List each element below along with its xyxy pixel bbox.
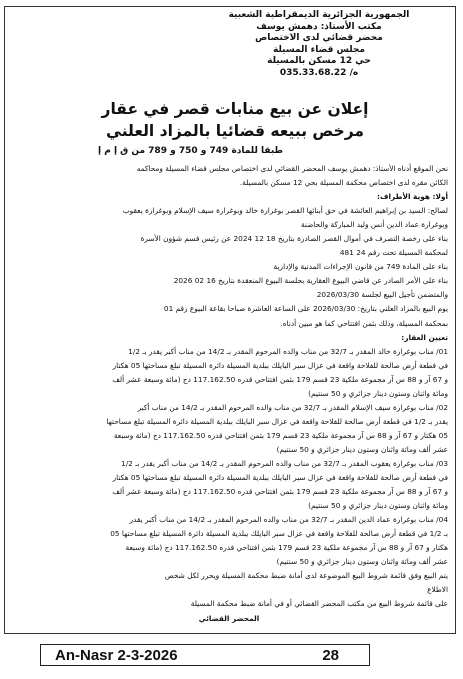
- header-phone: 035.33.68.22 /ه: [279, 67, 359, 78]
- body-line: والمتضمن تأجيل البيع لجلسة 2026/03/30: [316, 290, 448, 300]
- body-line: ومائة واثنان وستون دينار جزائري و 50 سنتيم): [308, 388, 448, 398]
- body-line: بناء على رخصة التصرف في أموال القصر الصادرة بتاريخ 18 12 2024 عن رئيس قسم شؤون الأسرة: [140, 234, 448, 244]
- notice-body: [10, 162, 448, 626]
- body-line: الاطلاع: [427, 585, 448, 595]
- body-line: عشر ألف ومائة واثنان وستون دينار جزائري و 50 سنتيم): [276, 557, 448, 567]
- body-line: بمحكمة المسيلة، وذلك بثمن افتتاحي كما هو مبين أدناه.: [280, 318, 448, 328]
- body-line: 02/ مناب بوغرارة سيف الإسلام المقدر بـ 32/7 من مناب والده المرحوم المقدر بـ 14/2 من مناب أكبر: [137, 402, 448, 412]
- header-line: الجمهورية الجزائرية الديمقراطية الشعبية: [228, 10, 410, 20]
- header-line: مكتب الأستاذ: دهمش يوسف: [256, 21, 382, 32]
- body-line: المحضر القضائي: [198, 613, 260, 623]
- body-line: 05 هكتار و 67 آر و 88 س آر مجموعة ملكية 23 قسم 179 بثمن افتتاحي قدره 117.162.50 دج (مائة وسبعة: [113, 430, 448, 440]
- body-line: أولا: هوية الأطراف:: [377, 192, 448, 202]
- body-line: بـ 1/2 في قطعة أرض صالحة للفلاحة واقعة في عزال سبر البايلك ببلدية المسيلة دائرة المسيلة تبلغ مساحتها 05: [110, 529, 448, 539]
- notice-title-line-1: إعلان عن بيع منابات قصر في عقار: [101, 100, 369, 118]
- bailiff-header: [189, 10, 449, 80]
- body-line: و 67 آر و 88 س آر مجموعة ملكية 23 قسم 179 بثمن افتتاحي قدره 117.162.50 دج (مائة وسبعة عشر ألف: [112, 487, 448, 497]
- body-line: يتم البيع وفق قائمة شروط البيع الموضوعة لدى أمانة ضبط محكمة المسيلة ويحرر لكل شخص: [164, 571, 448, 581]
- body-line: على قائمة شروط البيع من مكتب المحضر القضائي أو في أمانة ضبط محكمة المسيلة: [190, 599, 448, 609]
- body-line: وبوغرارة عماد الدين أنس وليد المباركة والحاضنة: [300, 220, 448, 230]
- legal-reference: طبقا للمادة 749 و 750 و 789 من ق إ م إ: [98, 146, 283, 156]
- body-line: 01/ مناب بوغرارة خالد المقدر بـ 32/7 من مناب والده المرحوم المقدر بـ 14/2 من مناب أكبر يقدر بـ 1/2: [128, 346, 448, 356]
- body-line: لصالح: السيد بن إبراهيم العائشة في حق أبنائها القصر بوغرارة خالد وبوغرارة سيف الإسلام وبوغرارة يعقوب: [122, 206, 448, 216]
- body-line: الكائن مقره لدى اختصاص محكمة المسيلة بحي 12 مسكن بالمسيلة.: [239, 178, 448, 188]
- publication-name: An-Nasr 2-3-2026: [55, 647, 178, 664]
- body-line: ومائة واثنان وستون دينار جزائري و 50 سنتيم): [308, 501, 448, 511]
- body-line: بناء على الأمر الصادر عن قاضي البيوع العقارية بجلسة البيوع المنعقدة بتاريخ 16 02 2026: [173, 276, 448, 286]
- page-footer: [40, 644, 370, 666]
- header-line: مجلس قضاء المسيلة: [273, 44, 365, 55]
- body-line: بناء على المادة 749 من قانون الإجراءات المدنية والإدارية: [273, 262, 448, 272]
- body-line: عشر ألف ومائة واثنان وستون دينار جزائري و 50 سنتيم): [276, 444, 448, 454]
- body-line: تعيين العقار:: [401, 332, 448, 342]
- body-line: يوم البيع بالمزاد العلني بتاريخ: 2026/03/30 على الساعة العاشرة صباحا بقاعة البيوع رقم 01: [163, 304, 448, 314]
- body-line: في قطعة أرض صالحة للفلاحة واقعة في عزال سبر البايلك ببلدية المسيلة دائرة المسيلة تبلغ مساحتها 05 هكتار: [112, 360, 448, 370]
- body-line: 03/ مناب بوغرارة يعقوب المقدر بـ 32/7 من مناب والده المرحوم المقدر بـ 14/2 من مناب أكبر يقدر بـ 1/2: [121, 458, 448, 468]
- header-line: محضر قضائي لدى الاختصاص: [255, 33, 383, 44]
- body-line: في قطعة أرض صالحة للفلاحة واقعة في عزال سبر البايلك ببلدية المسيلة دائرة المسيلة تبلغ مساحتها 05 هكتار: [112, 473, 448, 483]
- body-line: نحن الموقع أدناه الأستاذ: دهمش يوسف المحضر القضائي لدى اختصاص مجلس قضاء المسيلة ومحاكمه: [136, 164, 448, 173]
- body-line: 04/ مناب بوغرارة عماد الدين المقدر بـ 32/7 من مناب والده المرحوم المقدر بـ 14/2 من مناب أكبر يقدر: [129, 515, 448, 525]
- body-line: لمحكمة المسيلة تحت رقم 24 481: [339, 248, 448, 258]
- page-number: 28: [322, 647, 339, 664]
- notice-title-line-2: مرخص ببيعه قضائيا بالمزاد العلني: [106, 122, 364, 140]
- body-line: هكتار و 67 آر و 88 س آر مجموعة ملكية 23 قسم 179 بثمن افتتاحي قدره 117.162.50 دج (مائة وسبعة: [125, 543, 448, 553]
- header-line: حي 12 مسكن بالمسيلة: [267, 56, 371, 67]
- body-line: يقدر بـ 1/2 في قطعة أرض صالحة للفلاحة واقعة في عزال سبر البايلك ببلدية المسيلة دائرة المسيلة تبلغ مساحتها: [106, 416, 448, 426]
- body-line: و 67 آر و 88 س آر مجموعة ملكية 23 قسم 179 بثمن افتتاحي قدره 117.162.50 دج (مائة وسبعة عشر ألف: [112, 374, 448, 384]
